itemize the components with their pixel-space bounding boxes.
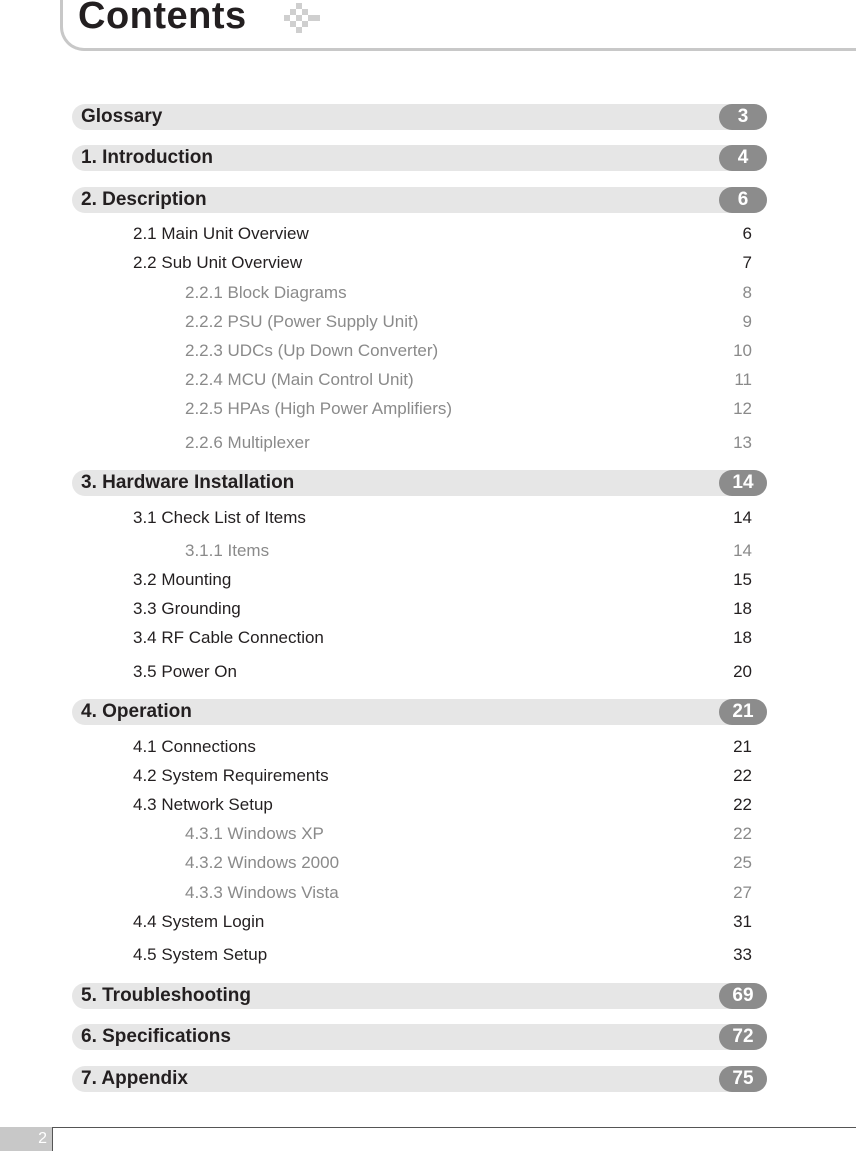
entry-label: 4.3 Network Setup (133, 795, 273, 814)
entry-page-number: 13 (733, 433, 752, 452)
toc-entry[interactable] (0, 569, 856, 591)
toc-entry[interactable] (0, 507, 856, 529)
toc-entry[interactable] (0, 252, 856, 274)
entry-page-number: 22 (733, 795, 752, 814)
toc-entry[interactable] (0, 736, 856, 758)
entry-label: 2.1 Main Unit Overview (133, 224, 309, 243)
toc-subentry[interactable] (0, 282, 856, 304)
entry-page-number: 22 (733, 766, 752, 785)
section-label: 4. Operation (81, 701, 192, 722)
section-page-number: 21 (719, 699, 767, 725)
entry-page-number: 25 (733, 853, 752, 872)
entry-label: 2.2.6 Multiplexer (185, 433, 310, 452)
toc-subentry[interactable] (0, 823, 856, 845)
entry-page-number: 15 (733, 570, 752, 589)
entry-page-number: 11 (734, 370, 752, 389)
toc-entry[interactable] (0, 627, 856, 649)
entry-label: 3.1.1 Items (185, 541, 270, 560)
toc-section-description[interactable] (72, 187, 767, 213)
entry-label: 2.2.5 HPAs (High Power Amplifiers) (185, 399, 453, 418)
entry-label: 2.2.4 MCU (Main Control Unit) (185, 370, 414, 389)
toc-section-specifications[interactable] (72, 1024, 767, 1050)
entry-page-number: 22 (733, 824, 752, 843)
section-label: 5. Troubleshooting (81, 985, 251, 1006)
toc-section-introduction[interactable] (72, 145, 767, 171)
section-page-number: 3 (719, 104, 767, 130)
entry-label: 4.5 System Setup (133, 945, 268, 964)
section-page-number: 75 (719, 1066, 767, 1092)
toc-entry[interactable] (0, 911, 856, 933)
page-title: Contents (78, 0, 247, 37)
entry-page-number: 27 (733, 883, 752, 902)
toc-subentry[interactable] (0, 432, 856, 454)
entry-label: 2.2 Sub Unit Overview (133, 253, 303, 272)
entry-page-number: 18 (733, 628, 752, 647)
entry-page-number: 21 (733, 737, 752, 756)
entry-label: 4.3.1 Windows XP (185, 824, 324, 843)
section-label: 6. Specifications (81, 1026, 231, 1047)
toc-section-operation[interactable] (72, 699, 767, 725)
entry-page-number: 14 (733, 541, 752, 560)
section-page-number: 4 (719, 145, 767, 171)
toc-entry[interactable] (0, 598, 856, 620)
section-page-number: 69 (719, 983, 767, 1009)
section-label: 7. Appendix (81, 1068, 188, 1089)
entry-label: 4.3.3 Windows Vista (185, 883, 339, 902)
section-page-number: 6 (719, 187, 767, 213)
toc-section-glossary[interactable] (72, 104, 767, 130)
entry-page-number: 10 (733, 341, 752, 360)
entry-page-number: 31 (733, 912, 752, 931)
entry-page-number: 9 (742, 312, 752, 331)
toc-entry[interactable] (0, 794, 856, 816)
toc-subentry[interactable] (0, 369, 856, 391)
entry-page-number: 8 (742, 283, 752, 302)
entry-page-number: 12 (733, 399, 752, 418)
entry-label: 4.3.2 Windows 2000 (185, 853, 340, 872)
entry-page-number: 18 (733, 599, 752, 618)
entry-page-number: 14 (733, 508, 752, 527)
entry-label: 2.2.1 Block Diagrams (185, 283, 347, 302)
toc-section-troubleshooting[interactable] (72, 983, 767, 1009)
entry-page-number: 6 (742, 224, 752, 243)
entry-label: 4.4 System Login (133, 912, 265, 931)
entry-label: 3.3 Grounding (133, 599, 241, 618)
entry-label: 3.2 Mounting (133, 570, 232, 589)
toc-subentry[interactable] (0, 540, 856, 562)
entry-label: 2.2.2 PSU (Power Supply Unit) (185, 312, 419, 331)
entry-label: 3.1 Check List of Items (133, 508, 306, 527)
toc-subentry[interactable] (0, 398, 856, 420)
toc-subentry[interactable] (0, 882, 856, 904)
toc-section-appendix[interactable] (72, 1066, 767, 1092)
section-label: 1. Introduction (81, 147, 213, 168)
checker-decoration-icon (284, 3, 320, 35)
footer-page-number: 2 (38, 1130, 47, 1147)
entry-label: 3.5 Power On (133, 662, 237, 681)
entry-page-number: 7 (742, 253, 752, 272)
section-label: 3. Hardware Installation (81, 472, 295, 493)
section-page-number: 72 (719, 1024, 767, 1050)
entry-label: 4.2 System Requirements (133, 766, 329, 785)
toc-entry[interactable] (0, 223, 856, 245)
toc-subentry[interactable] (0, 852, 856, 874)
toc-subentry[interactable] (0, 311, 856, 333)
entry-page-number: 33 (733, 945, 752, 964)
toc-entry[interactable] (0, 944, 856, 966)
entry-label: 4.1 Connections (133, 737, 256, 756)
footer-page-box (0, 1127, 53, 1151)
toc-subentry[interactable] (0, 340, 856, 362)
entry-label: 3.4 RF Cable Connection (133, 628, 324, 647)
toc-entry[interactable] (0, 661, 856, 683)
entry-page-number: 20 (733, 662, 752, 681)
toc-section-hardware-installation[interactable] (72, 470, 767, 496)
toc-entry[interactable] (0, 765, 856, 787)
footer-rule (0, 1127, 856, 1128)
section-label: 2. Description (81, 189, 207, 210)
section-label: Glossary (81, 106, 163, 127)
section-page-number: 14 (719, 470, 767, 496)
entry-label: 2.2.3 UDCs (Up Down Converter) (185, 341, 439, 360)
